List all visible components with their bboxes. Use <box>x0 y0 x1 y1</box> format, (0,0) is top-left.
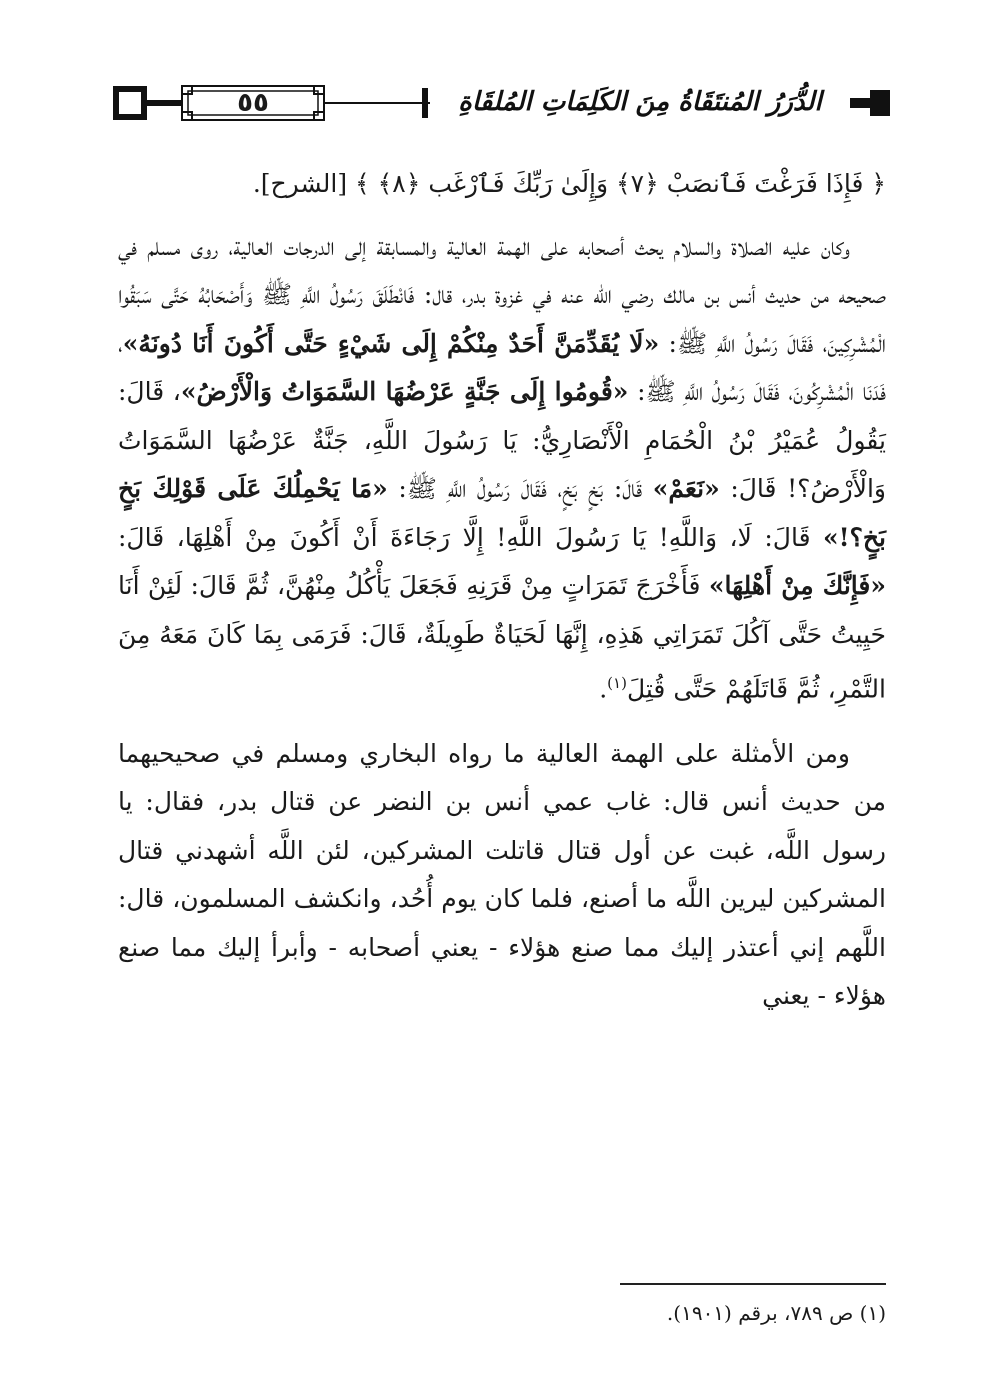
hadith-quote: «نَعَمْ» <box>652 474 720 503</box>
hadith-quote: «فَإِنَّكَ مِنْ أَهْلِهَا» <box>708 571 886 600</box>
hadith-quote: «مَا يَحْمِلُكَ عَلَى قَوْلِكَ بَخٍ بَخٍ؟!» <box>118 474 886 552</box>
footnote-divider <box>620 1283 886 1285</box>
text-run: ، قَالَ: يَقُولُ عُمَيْرُ بْنُ الْحُمَامِ الْأَنْصَارِيُّ: يَا رَسُولَ اللَّهِ، جَنَّةٌ عَرْضُهَا السَّمَوَاتُ وَالْأَرْضُ؟! قَالَ: <box>118 377 886 503</box>
text-run: قَالَ: بَخٍ بَخٍ، فَقَالَ رَسُولُ اللَّهِ ﷺ: <box>387 474 653 503</box>
hadith-quote: «قُومُوا إِلَى جَنَّةٍ عَرْضُهَا السَّمَوَاتُ وَالْأَرْضُ» <box>180 377 629 406</box>
footnote: (١) ص ٧٨٩، برقم (١٩٠١). <box>666 1301 886 1325</box>
footnote-reference: (١) <box>607 674 627 692</box>
paragraph-2: ومن الأمثلة على الهمة العالية ما رواه البخاري ومسلم في صحيحيهما من حديث أنس قال: غاب عمي أنس بن النضر عن قتال بدر، فقال: يا رسول اللَّه، غبت عن أول قتال قاتلت المشركين، لئن اللَّه أشهدني قتال المشركين ليرين اللَّه ما أصنع، فلما كان يوم أُحُد، وانكشف المسلمون، قال: اللَّهم إني أعتذر إليك مما صنع هؤلاء - يعني أصحابه - وأبرأ إليك مما صنع هؤلاء - يعني <box>118 738 886 1011</box>
sentence-end: . <box>599 674 608 704</box>
running-title: الدُّرَرُ المُنتَقَاةُ مِنَ الكَلِمَاتِ المُلقَاةِ <box>430 82 850 122</box>
quran-verse: ﴿ فَإِذَا فَرَغْتَ فَٱنصَبْ ﴿٧﴾ وَإِلَىٰ رَبِّكَ فَٱرْغَب ﴿٨﴾ ﴾ [الشرح]. <box>252 169 886 198</box>
text-run: ، فَدَنَا الْمُشْرِكُونَ، فَقَالَ رَسُولُ اللَّهِ ﷺ: <box>118 328 887 406</box>
text-run: وكان عليه الصلاة والسلام يحث أصحابه على الهمة العالية والمسابقة إلى الدرجات العالية، روى مسلم في صحيحه من حديث أنس بن مالك رضي الله عنه في غزوة بدر، قال: فَانْطَلَقَ رَسُولُ اللَّهِ ﷺ وَأَصْحَابُهُ حَتَّى سَبَقُوا الْمُشْرِكِينَ، فَقَالَ رَسُولُ اللَّهِ ﷺ: <box>118 231 886 358</box>
page-number: ٥٥ <box>237 88 269 118</box>
paragraph-1 <box>118 223 886 714</box>
text-run: فَأَخْرَجَ تَمَرَاتٍ مِنْ قَرَنِهِ فَجَعَلَ يَأْكُلُ مِنْهُنَّ، ثُمَّ قَالَ: لَئِنْ أَنَا حَيِيتُ حَتَّى آكُلَ تَمَرَاتِي هَذِهِ، إِنَّهَا لَحَيَاةٌ طَوِيلَةٌ، قَالَ: فَرَمَى بِمَا كَانَ مَعَهُ مِنَ التَّمْرِ، ثُمَّ قَاتَلَهُمْ حَتَّى قُتِلَ <box>118 571 886 704</box>
text-run: قَالَ: لَا، وَاللَّهِ! يَا رَسُولَ اللَّهِ! إِلَّا رَجَاءَةَ أَنْ أَكُونَ مِنْ أَهْلِهَا، قَالَ: <box>118 522 824 552</box>
hadith-quote: «لَا يُقَدِّمَنَّ أَحَدٌ مِنْكُمْ إِلَى شَيْءٍ حَتَّى أَكُونَ أَنَا دُونَهُ» <box>122 328 660 358</box>
page-header <box>110 80 890 126</box>
page-body <box>118 160 886 1021</box>
